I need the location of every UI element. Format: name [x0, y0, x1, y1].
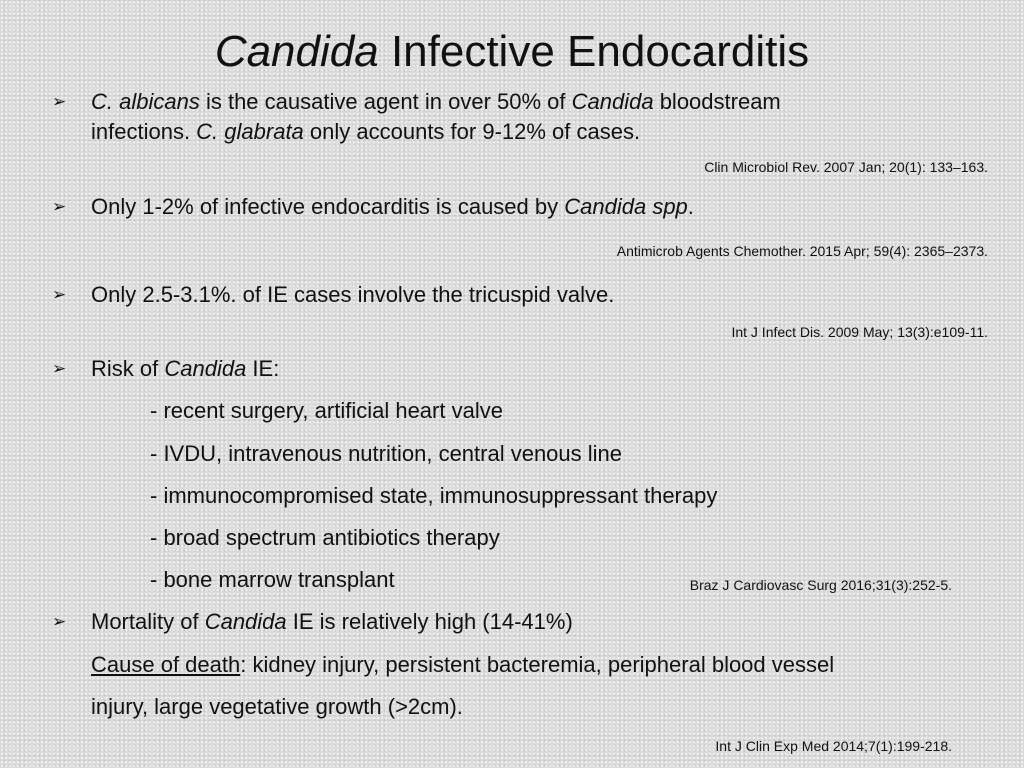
reference-2: Antimicrob Agents Chemother. 2015 Apr; 59(4): 2365–2373. [616, 243, 988, 259]
text-segment: bloodstream [653, 89, 781, 114]
bullet-arrow-icon: ➢ [52, 285, 67, 304]
bullet-5-text [91, 608, 573, 636]
text-segment: is the causative agent in over 50% of [199, 89, 572, 114]
text-segment: IE: [246, 356, 280, 381]
species-name: C. albicans [91, 89, 200, 114]
title-italic: Candida [214, 27, 379, 76]
text-segment: Mortality of [91, 609, 205, 634]
reference-1: Clin Microbiol Rev. 2007 Jan; 20(1): 133–163. [704, 159, 988, 175]
risk-item: - broad spectrum antibiotics therapy [150, 525, 500, 550]
text-segment: Only 1-2% of infective endocarditis is caused by [91, 194, 565, 219]
reference-4: Braz J Cardiovasc Surg 2016;31(3):252-5. [689, 577, 952, 593]
risk-item: - immunocompromised state, immunosuppressant therapy [150, 483, 718, 508]
text-segment: . [687, 194, 694, 219]
risk-item: - recent surgery, artificial heart valve [150, 398, 503, 423]
slide-title [0, 26, 1024, 78]
genus-name: Candida [204, 609, 287, 634]
text-segment: infections. [91, 119, 197, 144]
reference-5: Int J Clin Exp Med 2014;7(1):199-218. [715, 738, 952, 754]
bullet-arrow-icon: ➢ [52, 197, 67, 216]
text-segment: Risk of [91, 356, 165, 381]
genus-name: Candida [571, 89, 654, 114]
cause-of-death-line-1 [91, 651, 834, 679]
genus-name: Candida [164, 356, 247, 381]
genus-name: Candida spp [564, 194, 688, 219]
bullet-1-line-1 [91, 88, 781, 116]
species-name: C. glabrata [196, 119, 304, 144]
risk-item: - IVDU, intravenous nutrition, central venous line [150, 441, 623, 466]
bullet-3-text: Only 2.5-3.1%. of IE cases involve the tricuspid valve. [91, 282, 615, 307]
cause-of-death-label: Cause of death [91, 652, 241, 677]
reference-3: Int J Infect Dis. 2009 May; 13(3):e109-11. [731, 324, 988, 340]
text-segment: IE is relatively high (14-41%) [286, 609, 573, 634]
bullet-2-text [91, 193, 694, 221]
risk-item: - bone marrow transplant [150, 567, 395, 592]
title-rest: Infective Endocarditis [378, 27, 810, 76]
bullet-arrow-icon: ➢ [52, 92, 67, 111]
bullet-1-line-2 [91, 118, 640, 146]
bullet-4-text [91, 355, 279, 383]
text-segment: only accounts for 9-12% of cases. [303, 119, 641, 144]
bullet-arrow-icon: ➢ [52, 612, 67, 631]
bullet-arrow-icon: ➢ [52, 359, 67, 378]
cause-of-death-line-2: injury, large vegetative growth (>2cm). [91, 694, 463, 719]
text-segment: : kidney injury, persistent bacteremia, peripheral blood vessel [240, 652, 835, 677]
